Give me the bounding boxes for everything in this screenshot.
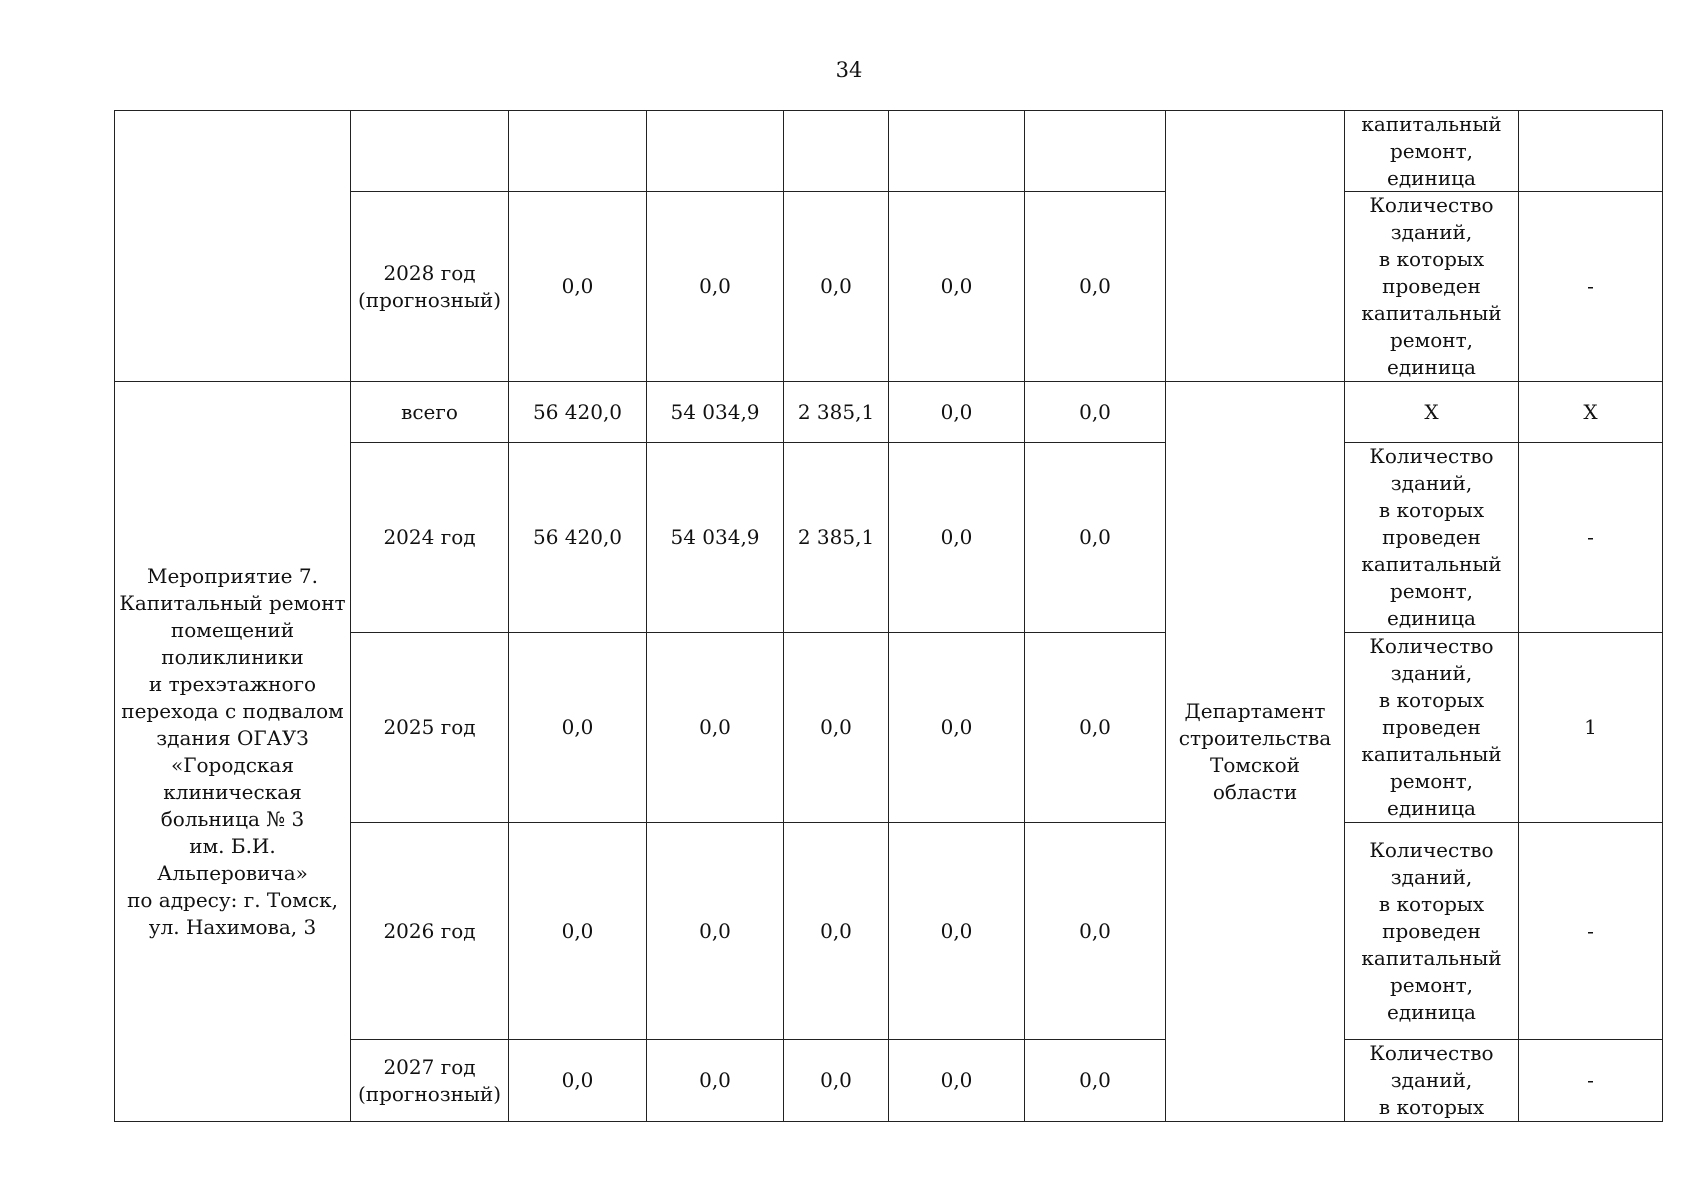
value-cell: 0,0 <box>1025 192 1166 382</box>
value-cell: 56 420,0 <box>509 443 647 633</box>
value-cell: 0,0 <box>784 823 889 1040</box>
value-cell: 0,0 <box>784 192 889 382</box>
period-cell: 2028 год (прогнозный) <box>351 192 509 382</box>
value-cell: 0,0 <box>1025 382 1166 443</box>
indicator-cell: Количество зданий, в которых проведен капитальный ремонт, единица <box>1345 192 1519 382</box>
value-cell: 0,0 <box>647 823 784 1040</box>
value-cell <box>889 111 1025 192</box>
value-cell: 0,0 <box>889 823 1025 1040</box>
period-cell: всего <box>351 382 509 443</box>
value-cell: 0,0 <box>1025 633 1166 823</box>
page-number: 34 <box>835 58 863 82</box>
indicator-cell: Количество зданий, в которых <box>1345 1040 1519 1122</box>
value-cell: 0,0 <box>509 823 647 1040</box>
period-cell: 2027 год (прогнозный) <box>351 1040 509 1122</box>
value-cell: 0,0 <box>784 633 889 823</box>
indicator-value-cell: - <box>1519 192 1663 382</box>
activity-title: Мероприятие 7. Капитальный ремонт помещений поликлиники и трехэтажного перехода с подвалом здания ОГАУЗ «Городская клиническая больница № 3 им. Б.И. Альперовича» по адресу: г. Томск, ул. Нахимова, 3 <box>115 382 351 1122</box>
value-cell <box>1025 111 1166 192</box>
indicator-value-cell: - <box>1519 823 1663 1040</box>
value-cell: 0,0 <box>647 192 784 382</box>
value-cell: 0,0 <box>889 382 1025 443</box>
value-cell: 0,0 <box>509 192 647 382</box>
value-cell: 0,0 <box>889 443 1025 633</box>
value-cell: 0,0 <box>509 1040 647 1122</box>
table-row <box>115 111 1663 192</box>
indicator-cell: Количество зданий, в которых проведен капитальный ремонт, единица <box>1345 633 1519 823</box>
value-cell: 0,0 <box>509 633 647 823</box>
indicator-text: капитальный ремонт, единица <box>1361 112 1502 190</box>
value-cell: 2 385,1 <box>784 443 889 633</box>
value-cell <box>647 111 784 192</box>
indicator-cell: Количество зданий, в которых проведен капитальный ремонт, единица <box>1345 823 1519 1040</box>
indicator-value-cell: - <box>1519 1040 1663 1122</box>
indicator-value-cell: - <box>1519 443 1663 633</box>
indicator-value-cell: 1 <box>1519 633 1663 823</box>
activity-cell-prev <box>115 111 351 382</box>
value-cell: 0,0 <box>889 192 1025 382</box>
value-cell: 0,0 <box>647 633 784 823</box>
value-cell <box>509 111 647 192</box>
period-cell <box>351 111 509 192</box>
value-cell: 0,0 <box>889 1040 1025 1122</box>
value-cell: 0,0 <box>1025 823 1166 1040</box>
program-table <box>114 110 1663 1122</box>
executor-cell-prev <box>1166 111 1345 382</box>
value-cell: 2 385,1 <box>784 382 889 443</box>
table-row <box>115 382 1663 443</box>
indicator-value-cell: X <box>1519 382 1663 443</box>
value-cell <box>784 111 889 192</box>
value-cell: 0,0 <box>784 1040 889 1122</box>
value-cell: 0,0 <box>889 633 1025 823</box>
period-cell: 2024 год <box>351 443 509 633</box>
indicator-cell: X <box>1345 382 1519 443</box>
value-cell: 56 420,0 <box>509 382 647 443</box>
value-cell: 0,0 <box>1025 1040 1166 1122</box>
value-cell: 0,0 <box>647 1040 784 1122</box>
indicator-cell: Количество зданий, в которых проведен капитальный ремонт, единица <box>1345 443 1519 633</box>
value-cell: 54 034,9 <box>647 443 784 633</box>
value-cell: 0,0 <box>1025 443 1166 633</box>
indicator-value-cell <box>1519 111 1663 192</box>
executor-cell: Департамент строительства Томской области <box>1166 382 1345 1122</box>
period-cell: 2026 год <box>351 823 509 1040</box>
value-cell: 54 034,9 <box>647 382 784 443</box>
period-cell: 2025 год <box>351 633 509 823</box>
indicator-cell <box>1345 111 1519 192</box>
